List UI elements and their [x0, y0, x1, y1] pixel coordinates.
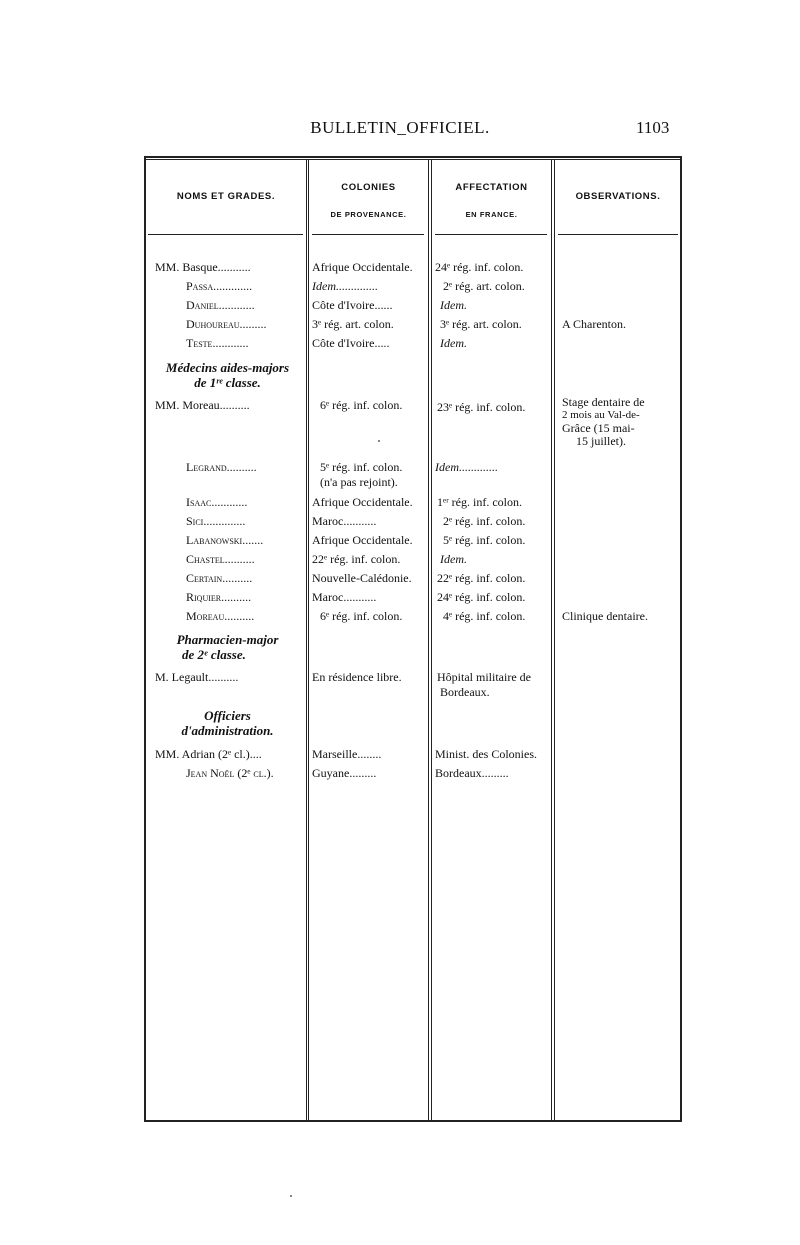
affectation-cell: 2ᵉ rég. inf. colon. — [443, 514, 526, 528]
colonie-cell: Maroc........... — [312, 590, 377, 604]
print-speck — [290, 1195, 292, 1197]
column-divider — [306, 160, 307, 1120]
observation-cell: Stage dentaire de 2 mois au Val-de- Grâce (15 mai- 15 juillet). — [562, 395, 645, 448]
affectation-cell: 4ᵉ rég. inf. colon. — [443, 609, 526, 623]
page-header-title: BULLETIN_OFFICIEL. — [310, 118, 490, 137]
name-cell: MM. Basque........... — [155, 260, 251, 274]
colonie-cell: 3ᵉ rég. art. colon. — [312, 317, 394, 331]
affectation-cell: 23ᵉ rég. inf. colon. — [437, 400, 526, 414]
name-cell: Moreau.......... — [186, 609, 255, 623]
colonie-cell: Côte d'Ivoire..... — [312, 336, 390, 350]
colonie-cell: En résidence libre. — [312, 670, 402, 684]
name-cell: Teste............ — [186, 336, 249, 350]
table-top-double-rule — [144, 159, 682, 160]
name-cell: Chastel.......... — [186, 552, 255, 566]
affectation-cell: 5ᵉ rég. inf. colon. — [443, 533, 526, 547]
affectation-cell: Idem. — [440, 336, 467, 350]
section-title-pharmacien: Pharmacien-major de 2ᵉ classe. — [176, 632, 279, 662]
column-divider — [428, 160, 429, 1120]
colonie-cell: Afrique Occidentale. — [312, 260, 413, 274]
column-header-colonies: COLONIES DE PROVENANCE. — [330, 182, 407, 219]
section-title-officiers: Officiers d'administration. — [181, 708, 274, 738]
header-rule — [312, 234, 424, 235]
colonie-cell: Afrique Occidentale. — [312, 533, 413, 547]
name-cell: MM. Moreau.......... — [155, 398, 250, 412]
name-cell: MM. Adrian (2ᵉ cl.).... — [155, 747, 262, 761]
observation-cell: Clinique dentaire. — [562, 609, 648, 623]
column-divider — [551, 160, 552, 1120]
column-divider — [431, 160, 432, 1120]
colonie-cell: Idem.............. — [312, 279, 378, 293]
name-cell: Jean Noël (2ᵉ cl.). — [186, 766, 274, 780]
name-cell: Labanowski....... — [186, 533, 264, 547]
column-header-names: NOMS ET GRADES. — [176, 191, 276, 202]
header-rule — [435, 234, 547, 235]
column-header-observations: OBSERVATIONS. — [575, 191, 661, 202]
affectation-cell: Idem............. — [435, 460, 498, 474]
name-cell: Isaac............ — [186, 495, 248, 509]
colonie-cell: 6ᵉ rég. inf. colon. — [320, 398, 403, 412]
observation-cell: A Charenton. — [562, 317, 626, 331]
colonie-cell: 6ᵉ rég. inf. colon. — [320, 609, 403, 623]
name-cell: Daniel............ — [186, 298, 255, 312]
column-divider — [308, 160, 309, 1120]
colonie-cell: Marseille........ — [312, 747, 382, 761]
name-cell: Passa............. — [186, 279, 253, 293]
affectation-cell: 3ᵉ rég. art. colon. — [440, 317, 522, 331]
affectation-cell: Minist. des Colonies. — [435, 747, 538, 761]
affectation-cell: Hôpital militaire de — [437, 670, 531, 684]
header-rule — [558, 234, 678, 235]
header-rule — [148, 234, 303, 235]
affectation-cell: 22ᵉ rég. inf. colon. — [437, 571, 526, 585]
name-cell: Legrand.......... — [186, 460, 257, 474]
name-cell: Sici.............. — [186, 514, 246, 528]
section-title-medecins: Médecins aides-majors de 1ʳᵉ classe. — [165, 360, 290, 390]
name-cell: Riquier.......... — [186, 590, 252, 604]
column-divider — [554, 160, 555, 1120]
name-cell: Certain.......... — [186, 571, 253, 585]
affectation-cell: Idem. — [440, 552, 467, 566]
name-cell: Duhoureau......... — [186, 317, 267, 331]
print-speck — [378, 440, 380, 442]
affectation-cell: 1ᵉʳ rég. inf. colon. — [437, 495, 522, 509]
affectation-cell: 2ᵉ rég. art. colon. — [443, 279, 525, 293]
colonie-cell: Côte d'Ivoire...... — [312, 298, 393, 312]
colonie-cell: 22ᵉ rég. inf. colon. — [312, 552, 401, 566]
affectation-cell-cont: Bordeaux. — [440, 685, 490, 699]
colonie-cell: Afrique Occidentale. — [312, 495, 413, 509]
colonie-cell-note: (n'a pas rejoint). — [320, 475, 398, 489]
colonie-cell: 5ᵉ rég. inf. colon. — [320, 460, 403, 474]
affectation-cell: Idem. — [440, 298, 467, 312]
colonie-cell: Guyane......... — [312, 766, 377, 780]
column-header-affectation: AFFECTATION EN FRANCE. — [455, 182, 528, 219]
name-cell: M. Legault.......... — [155, 670, 239, 684]
colonie-cell: Nouvelle-Calédonie. — [312, 571, 412, 585]
affectation-cell: Bordeaux......... — [435, 766, 509, 780]
page-number: 1103 — [636, 118, 670, 137]
affectation-cell: 24ᵉ rég. inf. colon. — [435, 260, 524, 274]
colonie-cell: Maroc........... — [312, 514, 377, 528]
affectation-cell: 24ᵉ rég. inf. colon. — [437, 590, 526, 604]
